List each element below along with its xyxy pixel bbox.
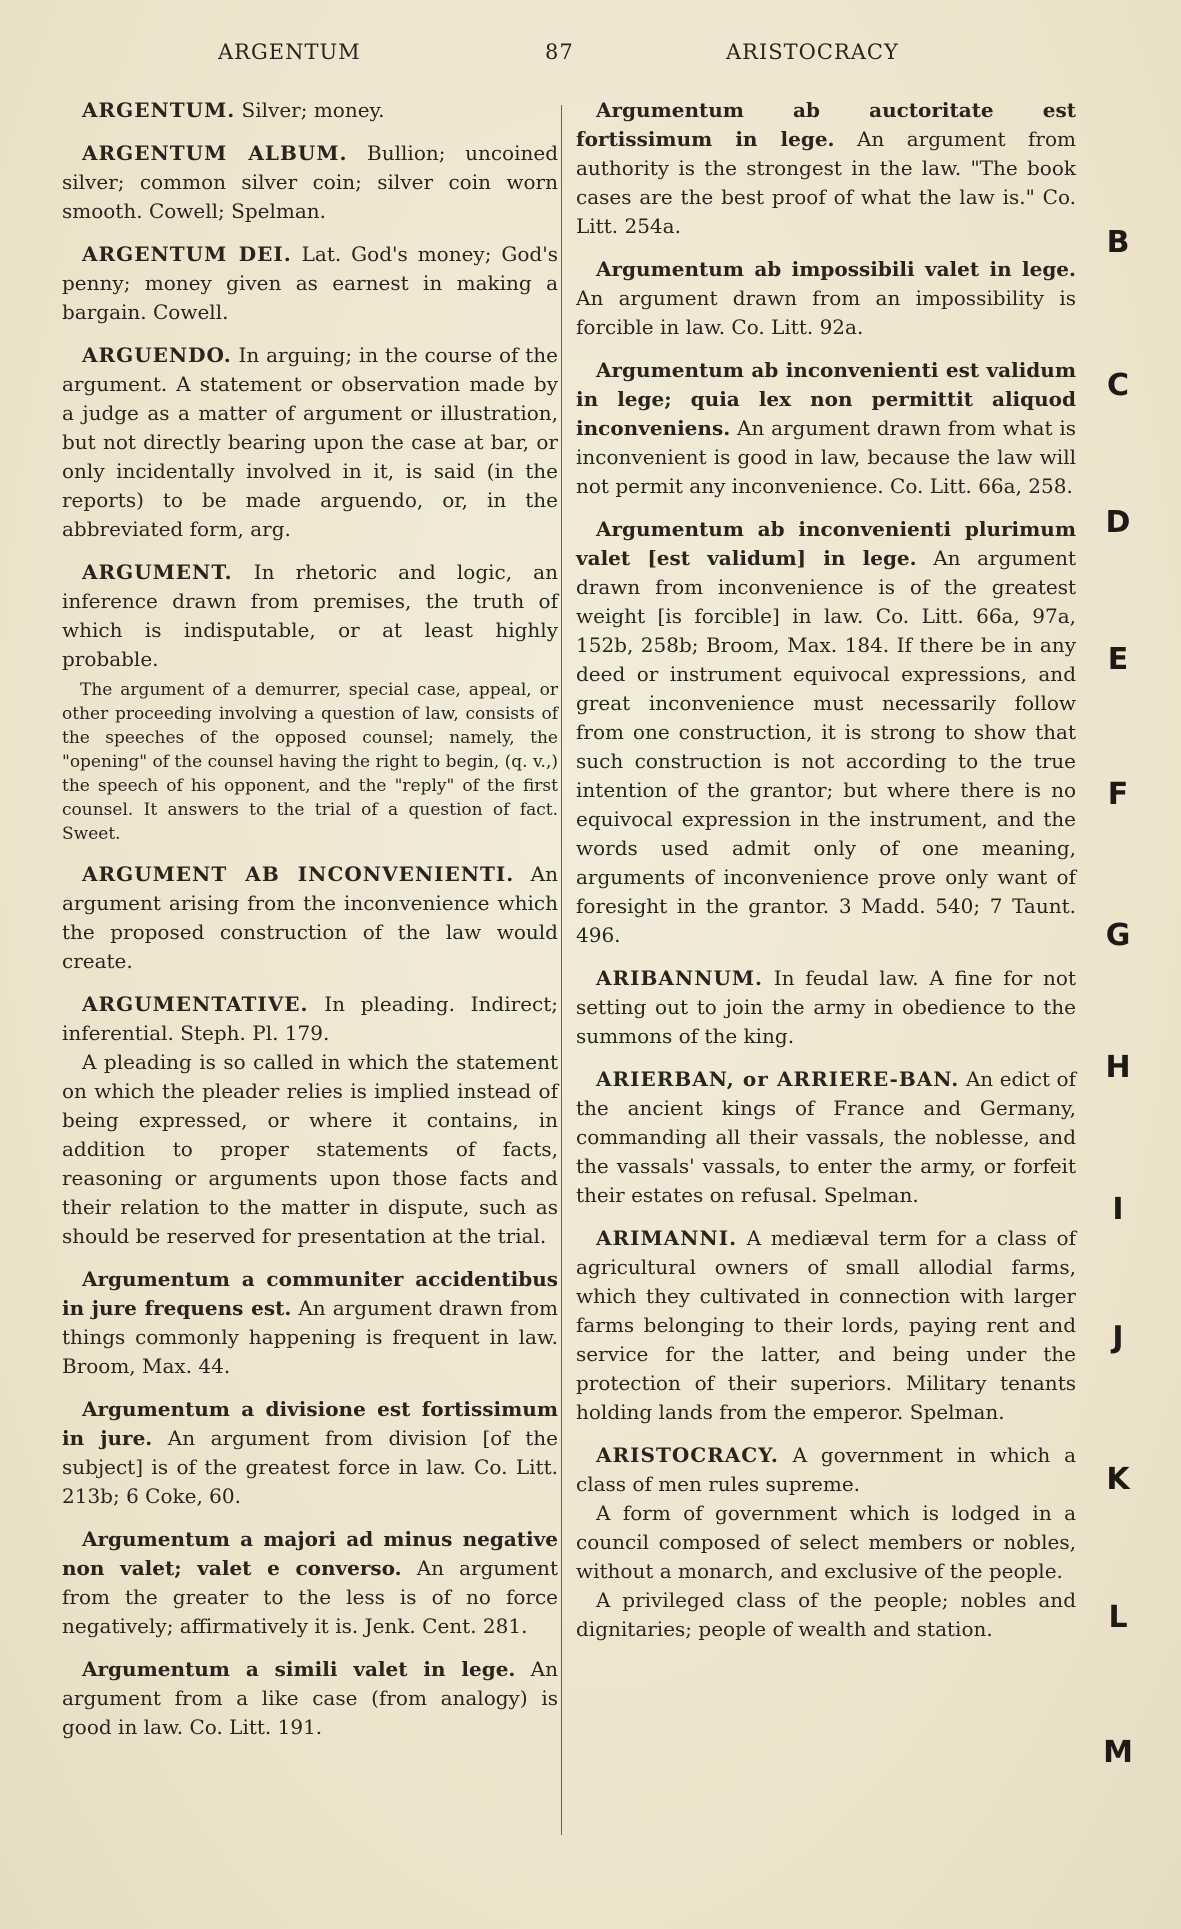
dictionary-entry [62,1265,558,1381]
entry-definition [62,139,558,226]
entry-continuation: A pleading is so called in which the statement on which the pleader relies is implied instead of being expressed, or where it contains, in addition to proper statements of facts, reasoning or arguments upon those facts and their relation to the matter in dispute, such as should be reserved for presentation at the trial. [62,1050,558,1248]
entry-maxim: Argumentum a majori ad minus negative non valet; valet e converso. [62,1527,558,1580]
right-column [576,96,1076,1658]
entry-text: An argument drawn from an impossibility is forcible in law. Co. Litt. 92a. [576,286,1076,339]
entry-definition [62,860,558,976]
entry-definition [576,1441,1076,1499]
thumb-index-letter[interactable]: M [1103,1735,1133,1770]
entry-definition [576,96,1076,241]
entry-headword: ARGUMENTATIVE. [82,992,309,1016]
thumb-index-letter[interactable]: J [1112,1320,1124,1355]
entry-text: An argument from a like case (from analogy) is good in law. Co. Litt. 191. [62,1657,559,1739]
dictionary-entry [62,240,558,327]
entry-text: An edict of the ancient kings of France and Germany, commanding all their vassals, the noblesse, and the vassals' vassals, to enter the army, or forfeit their estates on refusal. Spelman. [576,1067,1076,1207]
thumb-index-letter[interactable]: K [1106,1462,1130,1497]
entry-definition [62,558,558,674]
dictionary-entry [62,341,558,544]
entry-text: A mediæval term for a class of agricultural owners of small allodial farms, which they cultivated in connection with larger farms belonging to their lords, paying rent and service for the latter, and being under the protection of their superiors. Military tenants holding lands from the emperor. Spelman. [576,1226,1076,1424]
dictionary-entry [576,255,1076,342]
dictionary-entry [576,964,1076,1051]
entry-headword: ARGUENDO. [82,343,232,367]
entry-maxim: Argumentum ab inconvenienti plurimum valet [est validum] in lege. [576,517,1076,570]
entry-text: An argument drawn from things commonly happening is frequent in law. Broom, Max. 44. [62,1296,558,1378]
entry-text: An argument from the greater to the less is of no force negatively; affirmatively it is. Jenk. Cent. 281. [62,1556,558,1638]
entry-text: Silver; money. [235,98,385,122]
entry-headword: ARISTOCRACY. [596,1443,779,1467]
thumb-index-letter[interactable]: G [1105,918,1131,953]
entry-text: An argument from authority is the strongest in the law. "The book cases are the best proof of what the law is." Co. Litt. 254a. [576,127,1076,238]
dictionary-entry [62,139,558,226]
entry-definition [62,990,558,1048]
entry-text: A government in which a class of men rules supreme. [576,1443,1076,1496]
entry-continuation: A privileged class of the people; nobles and dignitaries; people of wealth and station. [576,1588,1076,1641]
entry-definition [62,1655,558,1742]
dictionary-entry [62,1655,558,1742]
entry-headword: ARGENTUM. [82,98,236,122]
entry-text: Bullion; uncoined silver; common silver coin; silver coin worn smooth. Cowell; Spelman. [62,141,559,223]
entry-note: The argument of a demurrer, special case, appeal, or other proceeding involving a question of law, consists of the speeches of the opposed counsel; namely, the "opening" of the counsel having the right to begin, (q. v.,) the speech of his opponent, and the "reply" of the first counsel. It answers to the trial of a question of fact. Sweet. [62,680,558,844]
entry-definition [62,240,558,327]
entry-definition [62,1265,558,1381]
dictionary-entry [576,96,1076,241]
entry-headword: ARIMANNI. [596,1226,738,1250]
entry-maxim: Argumentum a divisione est fortissimum in jure. [62,1397,558,1450]
column-divider [561,105,562,1835]
entry-text: Lat. God's money; God's penny; money given as earnest in making a bargain. Cowell. [62,242,558,324]
entry-maxim: Argumentum a communiter accidentibus in jure frequens est. [62,1267,558,1320]
dictionary-entry [62,96,558,125]
dictionary-entry [576,356,1076,501]
dictionary-entry [576,1224,1076,1427]
thumb-index-letter[interactable]: L [1108,1600,1128,1635]
thumb-index-letter[interactable]: H [1105,1050,1131,1085]
dictionary-entry [576,1441,1076,1644]
entry-headword: ARIBANNUM. [596,966,764,990]
entry-headword: ARGUMENT. [82,560,233,584]
entry-definition [576,1065,1076,1210]
entry-text: In arguing; in the course of the argument. A statement or observation made by a judge as a matter of argument or illustration, but not directly bearing upon the case at bar, or only incidentally involved in it, is said (in the reports) to be made arguendo, or, in the abbreviated form, arg. [62,343,558,541]
entry-maxim: Argumentum ab auctoritate est fortissimum in lege. [576,98,1076,151]
entry-definition [576,515,1076,950]
thumb-index-letter[interactable]: F [1107,777,1129,812]
running-header [0,40,1181,72]
entry-headword: ARGUMENT AB INCONVENIENTI. [82,862,515,886]
dictionary-entry [576,1065,1076,1210]
entry-headword: ARGENTUM DEI. [82,242,292,266]
entry-text: An argument drawn from inconvenience is of the greatest weight [is forcible] in law. Co. Litt. 66a, 97a, 152b, 258b; Broom, Max. 184. If there be in any deed or instrument equivocal expressions, and great inconvenience must necessarily follow from one construction, it is strong to show that such construction is not according to the true intention of the grantor; but where there is no equivocal expression in the instrument, and the words used admit only of one meaning, arguments of inconvenience prove only want of foresight in the grantor. 3 Madd. 540; 7 Taunt. 496. [576,546,1076,947]
entry-definition [62,1525,558,1641]
entry-maxim: Argumentum ab impossibili valet in lege. [596,257,1076,281]
dictionary-entry [62,1525,558,1641]
entry-text: In rhetoric and logic, an inference drawn from premises, the truth of which is indisputable, or at least highly probable. [62,560,558,671]
entry-maxim: Argumentum a simili valet in lege. [82,1657,516,1681]
dictionary-entry [62,558,558,846]
left-column [62,96,558,1756]
thumb-index [1098,0,1158,1929]
entry-definition [62,1395,558,1511]
thumb-index-letter[interactable]: D [1105,505,1131,540]
entry-continuation: A form of government which is lodged in a council composed of select members or nobles, without a monarch, and exclusive of the people. [576,1501,1076,1583]
thumb-index-letter[interactable]: E [1107,642,1129,677]
entry-definition [576,356,1076,501]
entry-headword: ARGENTUM ALBUM. [82,141,348,165]
entry-text: An argument drawn from what is inconvenient is good in law, because the law will not permit any inconvenience. Co. Litt. 66a, 258. [576,416,1076,498]
dictionary-entry [576,515,1076,950]
entry-text: In pleading. Indirect; inferential. Steph. Pl. 179. [62,992,558,1045]
entry-definition [62,96,558,125]
thumb-index-letter[interactable]: B [1106,225,1130,260]
dictionary-entry [62,1395,558,1511]
entry-text: An argument arising from the inconvenience which the proposed construction of the law would create. [62,862,558,973]
entry-headword: ARIERBAN, or ARRIERE-BAN. [596,1067,960,1091]
page-number: 87 [545,40,574,64]
entry-text: In feudal law. A fine for not setting out to join the army in obedience to the summons of the king. [576,966,1076,1048]
entry-definition [576,964,1076,1051]
entry-definition [576,255,1076,342]
entry-definition [62,341,558,544]
dictionary-entry [62,860,558,976]
header-left-guideword: ARGENTUM [218,40,361,64]
dictionary-entry [62,990,558,1251]
thumb-index-letter[interactable]: C [1106,368,1130,403]
entry-maxim: Argumentum ab inconvenienti est validum in lege; quia lex non permittit aliquod inconveniens. [576,358,1076,440]
header-right-guideword: ARISTOCRACY [726,40,899,64]
entry-definition [576,1224,1076,1427]
thumb-index-letter[interactable]: I [1112,1192,1124,1227]
entry-text: An argument from division [of the subject] is of the greatest force in law. Co. Litt. 213b; 6 Coke, 60. [62,1426,558,1508]
